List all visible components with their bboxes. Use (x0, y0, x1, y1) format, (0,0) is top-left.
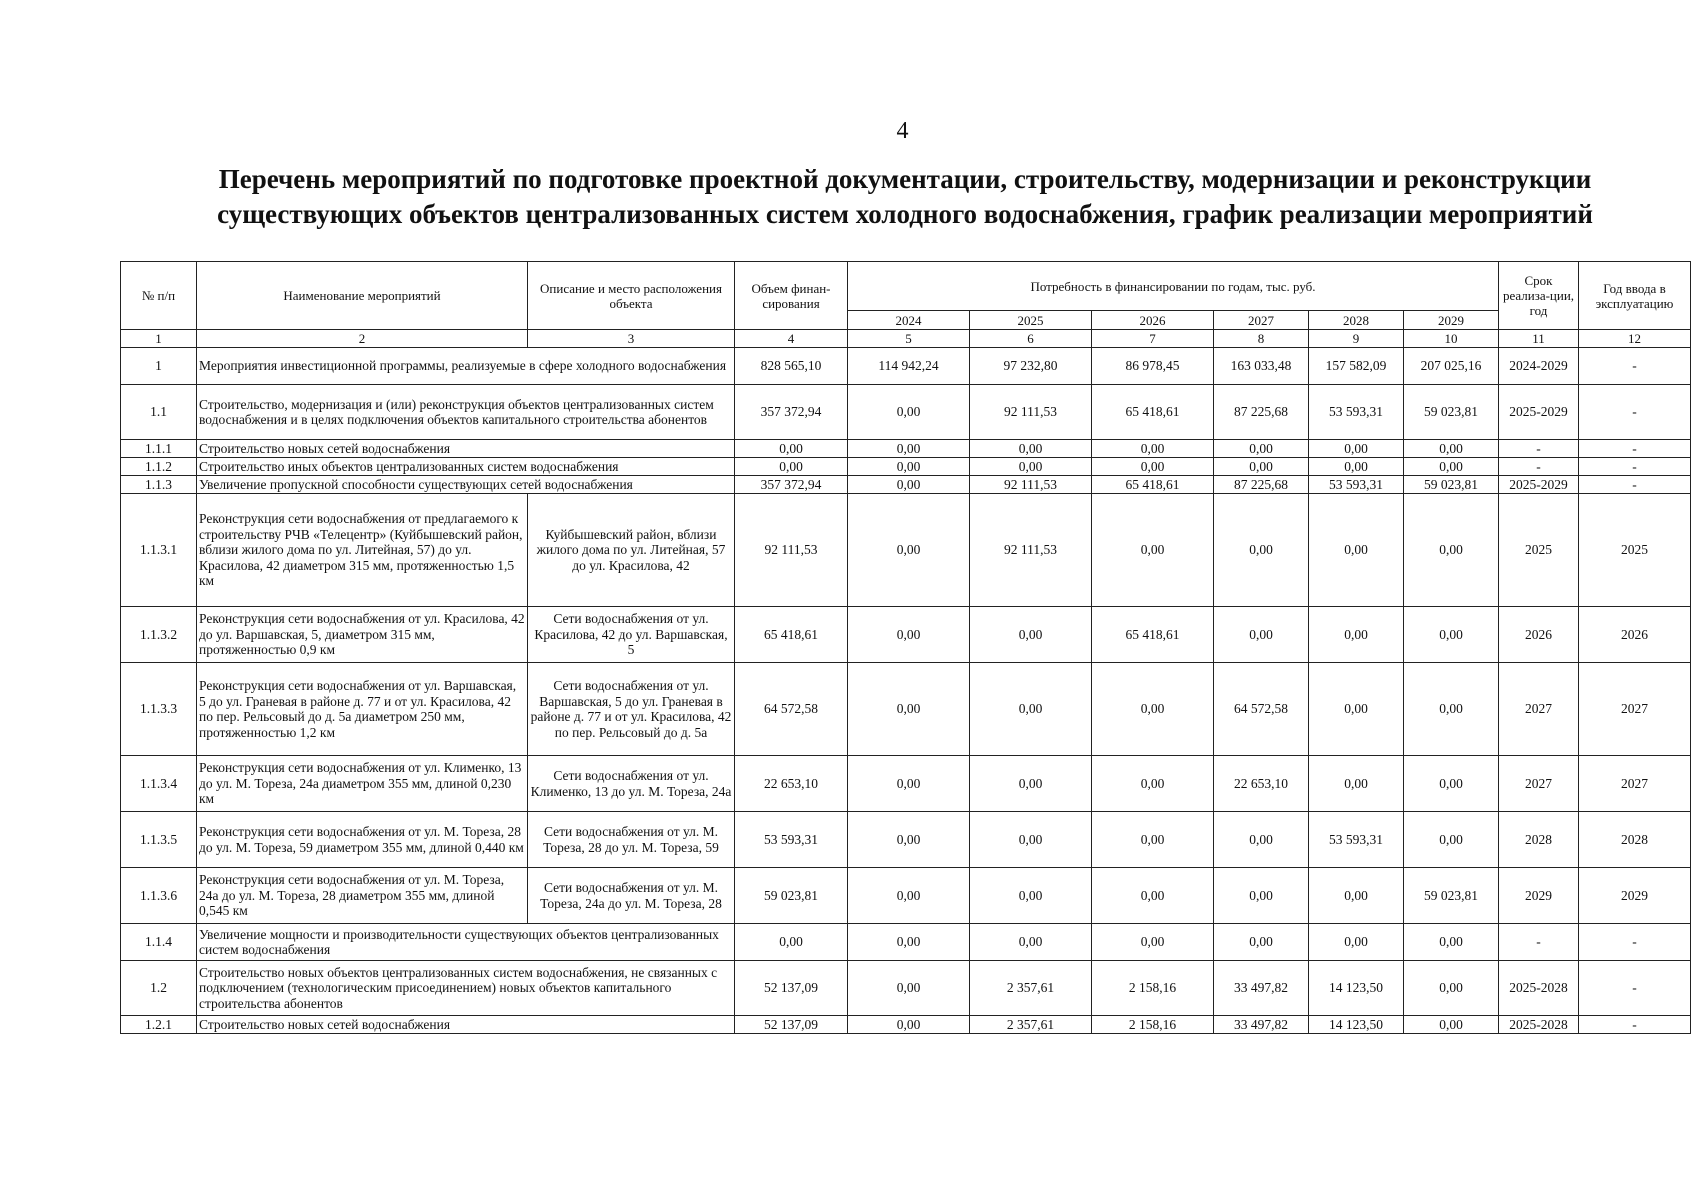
table-row (121, 348, 1691, 385)
cell-y2028: 0,00 (1309, 440, 1404, 458)
header-num: № п/п (121, 262, 197, 330)
table-row (121, 812, 1691, 868)
cell-y2029: 0,00 (1404, 756, 1499, 812)
cell-y2025: 92 111,53 (970, 476, 1092, 494)
cell-vol: 52 137,09 (735, 961, 848, 1016)
cell-y2028: 53 593,31 (1309, 385, 1404, 440)
cell-comm: 2027 (1579, 663, 1691, 756)
measures-table (120, 261, 1691, 1034)
cell-y2028: 157 582,09 (1309, 348, 1404, 385)
table-row (121, 458, 1691, 476)
cell-term: 2028 (1499, 812, 1579, 868)
table-row (121, 924, 1691, 961)
column-number: 12 (1579, 330, 1691, 348)
cell-y2027: 0,00 (1214, 458, 1309, 476)
table-row (121, 440, 1691, 458)
cell-y2027: 87 225,68 (1214, 385, 1309, 440)
header-year: 2026 (1092, 311, 1214, 330)
cell-comm: - (1579, 476, 1691, 494)
cell-y2024: 0,00 (848, 385, 970, 440)
header-year: 2029 (1404, 311, 1499, 330)
cell-vol: 59 023,81 (735, 868, 848, 924)
cell-y2026: 0,00 (1092, 663, 1214, 756)
cell-y2024: 114 942,24 (848, 348, 970, 385)
cell-y2029: 0,00 (1404, 961, 1499, 1016)
cell-y2027: 0,00 (1214, 494, 1309, 607)
column-number: 8 (1214, 330, 1309, 348)
column-number: 2 (197, 330, 528, 348)
cell-num: 1.1.3.1 (121, 494, 197, 607)
cell-comm: - (1579, 348, 1691, 385)
page-number: 4 (896, 118, 909, 144)
cell-term: 2025-2028 (1499, 961, 1579, 1016)
cell-term: 2026 (1499, 607, 1579, 663)
cell-name: Мероприятия инвестиционной программы, реализуемые в сфере холодного водоснабжения (197, 348, 735, 385)
column-number: 1 (121, 330, 197, 348)
cell-term: 2025-2029 (1499, 476, 1579, 494)
cell-desc: Сети водоснабжения от ул. Варшавская, 5 до ул. Граневая в районе д. 77 и от ул. Красилова, 42 по пер. Рельсовый до д. 5а (528, 663, 735, 756)
cell-y2029: 0,00 (1404, 440, 1499, 458)
cell-y2028: 0,00 (1309, 458, 1404, 476)
cell-term: 2024-2029 (1499, 348, 1579, 385)
cell-y2027: 22 653,10 (1214, 756, 1309, 812)
table-row (121, 663, 1691, 756)
header-year: 2027 (1214, 311, 1309, 330)
cell-y2026: 65 418,61 (1092, 476, 1214, 494)
cell-name: Строительство, модернизация и (или) реконструкция объектов централизованных систем водоснабжения и в целях подключения объектов капитального строительства абонентов (197, 385, 735, 440)
cell-name: Реконструкция сети водоснабжения от предлагаемого к строительству РЧВ «Телецентр» (Куйбышевский район, вблизи жилого дома по ул. Литейная, 57) до ул. Красилова, 42 диаметром 315 мм, протяженностью 1,5 км (197, 494, 528, 607)
cell-name: Строительство новых сетей водоснабжения (197, 440, 735, 458)
cell-num: 1.1.3.3 (121, 663, 197, 756)
cell-num: 1.1 (121, 385, 197, 440)
cell-y2028: 0,00 (1309, 607, 1404, 663)
cell-y2027: 87 225,68 (1214, 476, 1309, 494)
cell-vol: 92 111,53 (735, 494, 848, 607)
cell-vol: 53 593,31 (735, 812, 848, 868)
column-number-row (121, 330, 1691, 348)
cell-comm: 2027 (1579, 756, 1691, 812)
cell-term: 2025 (1499, 494, 1579, 607)
table-row (121, 476, 1691, 494)
cell-desc: Сети водоснабжения от ул. Клименко, 13 до ул. М. Тореза, 24а (528, 756, 735, 812)
cell-y2029: 0,00 (1404, 924, 1499, 961)
cell-y2028: 14 123,50 (1309, 961, 1404, 1016)
cell-y2024: 0,00 (848, 868, 970, 924)
cell-y2026: 86 978,45 (1092, 348, 1214, 385)
cell-term: 2029 (1499, 868, 1579, 924)
cell-comm: - (1579, 961, 1691, 1016)
cell-y2028: 53 593,31 (1309, 476, 1404, 494)
cell-term: - (1499, 440, 1579, 458)
table-row (121, 607, 1691, 663)
cell-num: 1.1.3.4 (121, 756, 197, 812)
cell-y2024: 0,00 (848, 458, 970, 476)
cell-desc: Куйбышевский район, вблизи жилого дома по ул. Литейная, 57 до ул. Красилова, 42 (528, 494, 735, 607)
cell-term: - (1499, 458, 1579, 476)
cell-num: 1.1.1 (121, 440, 197, 458)
table-row (121, 385, 1691, 440)
cell-y2024: 0,00 (848, 494, 970, 607)
cell-y2025: 0,00 (970, 756, 1092, 812)
cell-comm: - (1579, 440, 1691, 458)
cell-y2025: 97 232,80 (970, 348, 1092, 385)
column-number: 10 (1404, 330, 1499, 348)
cell-y2025: 0,00 (970, 607, 1092, 663)
cell-y2024: 0,00 (848, 607, 970, 663)
cell-y2025: 0,00 (970, 924, 1092, 961)
cell-y2027: 33 497,82 (1214, 1016, 1309, 1034)
column-number: 5 (848, 330, 970, 348)
cell-num: 1.2 (121, 961, 197, 1016)
header-desc: Описание и место расположения объекта (528, 262, 735, 330)
cell-comm: - (1579, 385, 1691, 440)
table-row (121, 1016, 1691, 1034)
cell-y2028: 53 593,31 (1309, 812, 1404, 868)
cell-y2029: 0,00 (1404, 458, 1499, 476)
cell-term: - (1499, 924, 1579, 961)
cell-num: 1.2.1 (121, 1016, 197, 1034)
cell-y2028: 0,00 (1309, 663, 1404, 756)
column-number: 7 (1092, 330, 1214, 348)
cell-vol: 22 653,10 (735, 756, 848, 812)
column-number: 4 (735, 330, 848, 348)
cell-name: Реконструкция сети водоснабжения от ул. Варшавская, 5 до ул. Граневая в районе д. 77 и от ул. Красилова, 42 по пер. Рельсовый до д. 5а диаметром 250 мм, протяженностью 1,2 км (197, 663, 528, 756)
cell-y2025: 92 111,53 (970, 494, 1092, 607)
cell-vol: 357 372,94 (735, 476, 848, 494)
cell-y2026: 0,00 (1092, 924, 1214, 961)
cell-y2026: 0,00 (1092, 812, 1214, 868)
cell-term: 2025-2028 (1499, 1016, 1579, 1034)
cell-y2027: 0,00 (1214, 924, 1309, 961)
cell-name: Строительство новых сетей водоснабжения (197, 1016, 735, 1034)
cell-y2026: 0,00 (1092, 868, 1214, 924)
cell-comm: - (1579, 1016, 1691, 1034)
header-term: Срок реализа-ции, год (1499, 262, 1579, 330)
cell-vol: 0,00 (735, 458, 848, 476)
cell-comm: - (1579, 458, 1691, 476)
cell-y2027: 0,00 (1214, 812, 1309, 868)
cell-y2024: 0,00 (848, 476, 970, 494)
cell-vol: 0,00 (735, 924, 848, 961)
cell-comm: 2029 (1579, 868, 1691, 924)
header-year: 2024 (848, 311, 970, 330)
cell-y2024: 0,00 (848, 663, 970, 756)
cell-y2028: 0,00 (1309, 924, 1404, 961)
cell-num: 1.1.4 (121, 924, 197, 961)
cell-name: Строительство иных объектов централизованных систем водоснабжения (197, 458, 735, 476)
table-row (121, 961, 1691, 1016)
cell-comm: 2026 (1579, 607, 1691, 663)
column-number: 3 (528, 330, 735, 348)
cell-y2026: 65 418,61 (1092, 385, 1214, 440)
cell-y2026: 0,00 (1092, 756, 1214, 812)
cell-vol: 828 565,10 (735, 348, 848, 385)
cell-y2027: 64 572,58 (1214, 663, 1309, 756)
cell-y2026: 0,00 (1092, 494, 1214, 607)
cell-name: Реконструкция сети водоснабжения от ул. Клименко, 13 до ул. М. Тореза, 24а диаметром 355 мм, длиной 0,230 км (197, 756, 528, 812)
cell-y2024: 0,00 (848, 756, 970, 812)
cell-name: Реконструкция сети водоснабжения от ул. М. Тореза, 24а до ул. М. Тореза, 28 диаметром 355 мм, длиной 0,545 км (197, 868, 528, 924)
cell-num: 1.1.2 (121, 458, 197, 476)
cell-y2026: 2 158,16 (1092, 1016, 1214, 1034)
document-title (120, 162, 1690, 232)
cell-y2026: 2 158,16 (1092, 961, 1214, 1016)
cell-y2027: 0,00 (1214, 607, 1309, 663)
table-row (121, 756, 1691, 812)
cell-y2028: 0,00 (1309, 756, 1404, 812)
cell-y2025: 0,00 (970, 440, 1092, 458)
cell-y2029: 59 023,81 (1404, 385, 1499, 440)
cell-desc: Сети водоснабжения от ул. Красилова, 42 до ул. Варшавская, 5 (528, 607, 735, 663)
cell-y2025: 0,00 (970, 812, 1092, 868)
cell-vol: 0,00 (735, 440, 848, 458)
cell-y2027: 0,00 (1214, 440, 1309, 458)
cell-y2025: 0,00 (970, 663, 1092, 756)
cell-y2025: 0,00 (970, 458, 1092, 476)
cell-y2027: 163 033,48 (1214, 348, 1309, 385)
cell-comm: 2028 (1579, 812, 1691, 868)
cell-y2027: 0,00 (1214, 868, 1309, 924)
cell-y2025: 92 111,53 (970, 385, 1092, 440)
cell-term: 2027 (1499, 756, 1579, 812)
cell-vol: 64 572,58 (735, 663, 848, 756)
cell-name: Реконструкция сети водоснабжения от ул. М. Тореза, 28 до ул. М. Тореза, 59 диаметром 355 мм, длиной 0,440 км (197, 812, 528, 868)
cell-y2024: 0,00 (848, 440, 970, 458)
cell-y2029: 59 023,81 (1404, 476, 1499, 494)
cell-desc: Сети водоснабжения от ул. М. Тореза, 28 до ул. М. Тореза, 59 (528, 812, 735, 868)
cell-y2026: 0,00 (1092, 458, 1214, 476)
cell-y2025: 2 357,61 (970, 1016, 1092, 1034)
cell-y2027: 33 497,82 (1214, 961, 1309, 1016)
cell-y2028: 14 123,50 (1309, 1016, 1404, 1034)
cell-vol: 357 372,94 (735, 385, 848, 440)
title-line-2: существующих объектов централизованных систем холодного водоснабжения, график реализации мероприятий (217, 199, 1593, 229)
cell-name: Увеличение пропускной способности существующих сетей водоснабжения (197, 476, 735, 494)
cell-y2024: 0,00 (848, 812, 970, 868)
cell-num: 1.1.3.2 (121, 607, 197, 663)
header-year: 2028 (1309, 311, 1404, 330)
cell-num: 1.1.3.5 (121, 812, 197, 868)
header-row-1 (121, 262, 1691, 311)
cell-y2025: 0,00 (970, 868, 1092, 924)
cell-y2024: 0,00 (848, 1016, 970, 1034)
cell-y2024: 0,00 (848, 924, 970, 961)
cell-comm: 2025 (1579, 494, 1691, 607)
cell-name: Реконструкция сети водоснабжения от ул. Красилова, 42 до ул. Варшавская, 5, диаметром 315 мм, протяженностью 0,9 км (197, 607, 528, 663)
cell-vol: 52 137,09 (735, 1016, 848, 1034)
cell-y2025: 2 357,61 (970, 961, 1092, 1016)
cell-y2029: 0,00 (1404, 663, 1499, 756)
cell-num: 1.1.3.6 (121, 868, 197, 924)
cell-y2029: 207 025,16 (1404, 348, 1499, 385)
cell-num: 1.1.3 (121, 476, 197, 494)
cell-y2028: 0,00 (1309, 868, 1404, 924)
cell-y2029: 0,00 (1404, 812, 1499, 868)
cell-num: 1 (121, 348, 197, 385)
title-line-1: Перечень мероприятий по подготовке проектной документации, строительству, модернизации и реконструкции (218, 164, 1592, 194)
header-need: Потребность в финансировании по годам, тыс. руб. (848, 262, 1499, 311)
table-row (121, 494, 1691, 607)
cell-name: Строительство новых объектов централизованных систем водоснабжения, не связанных с подключением (технологическим присоединением) новых объектов капитального строительства абонентов (197, 961, 735, 1016)
column-number: 11 (1499, 330, 1579, 348)
cell-vol: 65 418,61 (735, 607, 848, 663)
cell-y2026: 65 418,61 (1092, 607, 1214, 663)
column-number: 9 (1309, 330, 1404, 348)
header-name: Наименование мероприятий (197, 262, 528, 330)
cell-y2029: 0,00 (1404, 607, 1499, 663)
cell-y2029: 0,00 (1404, 494, 1499, 607)
cell-term: 2025-2029 (1499, 385, 1579, 440)
column-number: 6 (970, 330, 1092, 348)
cell-name: Увеличение мощности и производительности существующих объектов централизованных систем водоснабжения (197, 924, 735, 961)
cell-y2026: 0,00 (1092, 440, 1214, 458)
cell-term: 2027 (1499, 663, 1579, 756)
header-year: 2025 (970, 311, 1092, 330)
table-row (121, 868, 1691, 924)
cell-desc: Сети водоснабжения от ул. М. Тореза, 24а до ул. М. Тореза, 28 (528, 868, 735, 924)
header-commission: Год ввода в эксплуатацию (1579, 262, 1691, 330)
cell-comm: - (1579, 924, 1691, 961)
cell-y2029: 59 023,81 (1404, 868, 1499, 924)
cell-y2029: 0,00 (1404, 1016, 1499, 1034)
cell-y2028: 0,00 (1309, 494, 1404, 607)
header-volume: Объем финан-сирования (735, 262, 848, 330)
cell-y2024: 0,00 (848, 961, 970, 1016)
